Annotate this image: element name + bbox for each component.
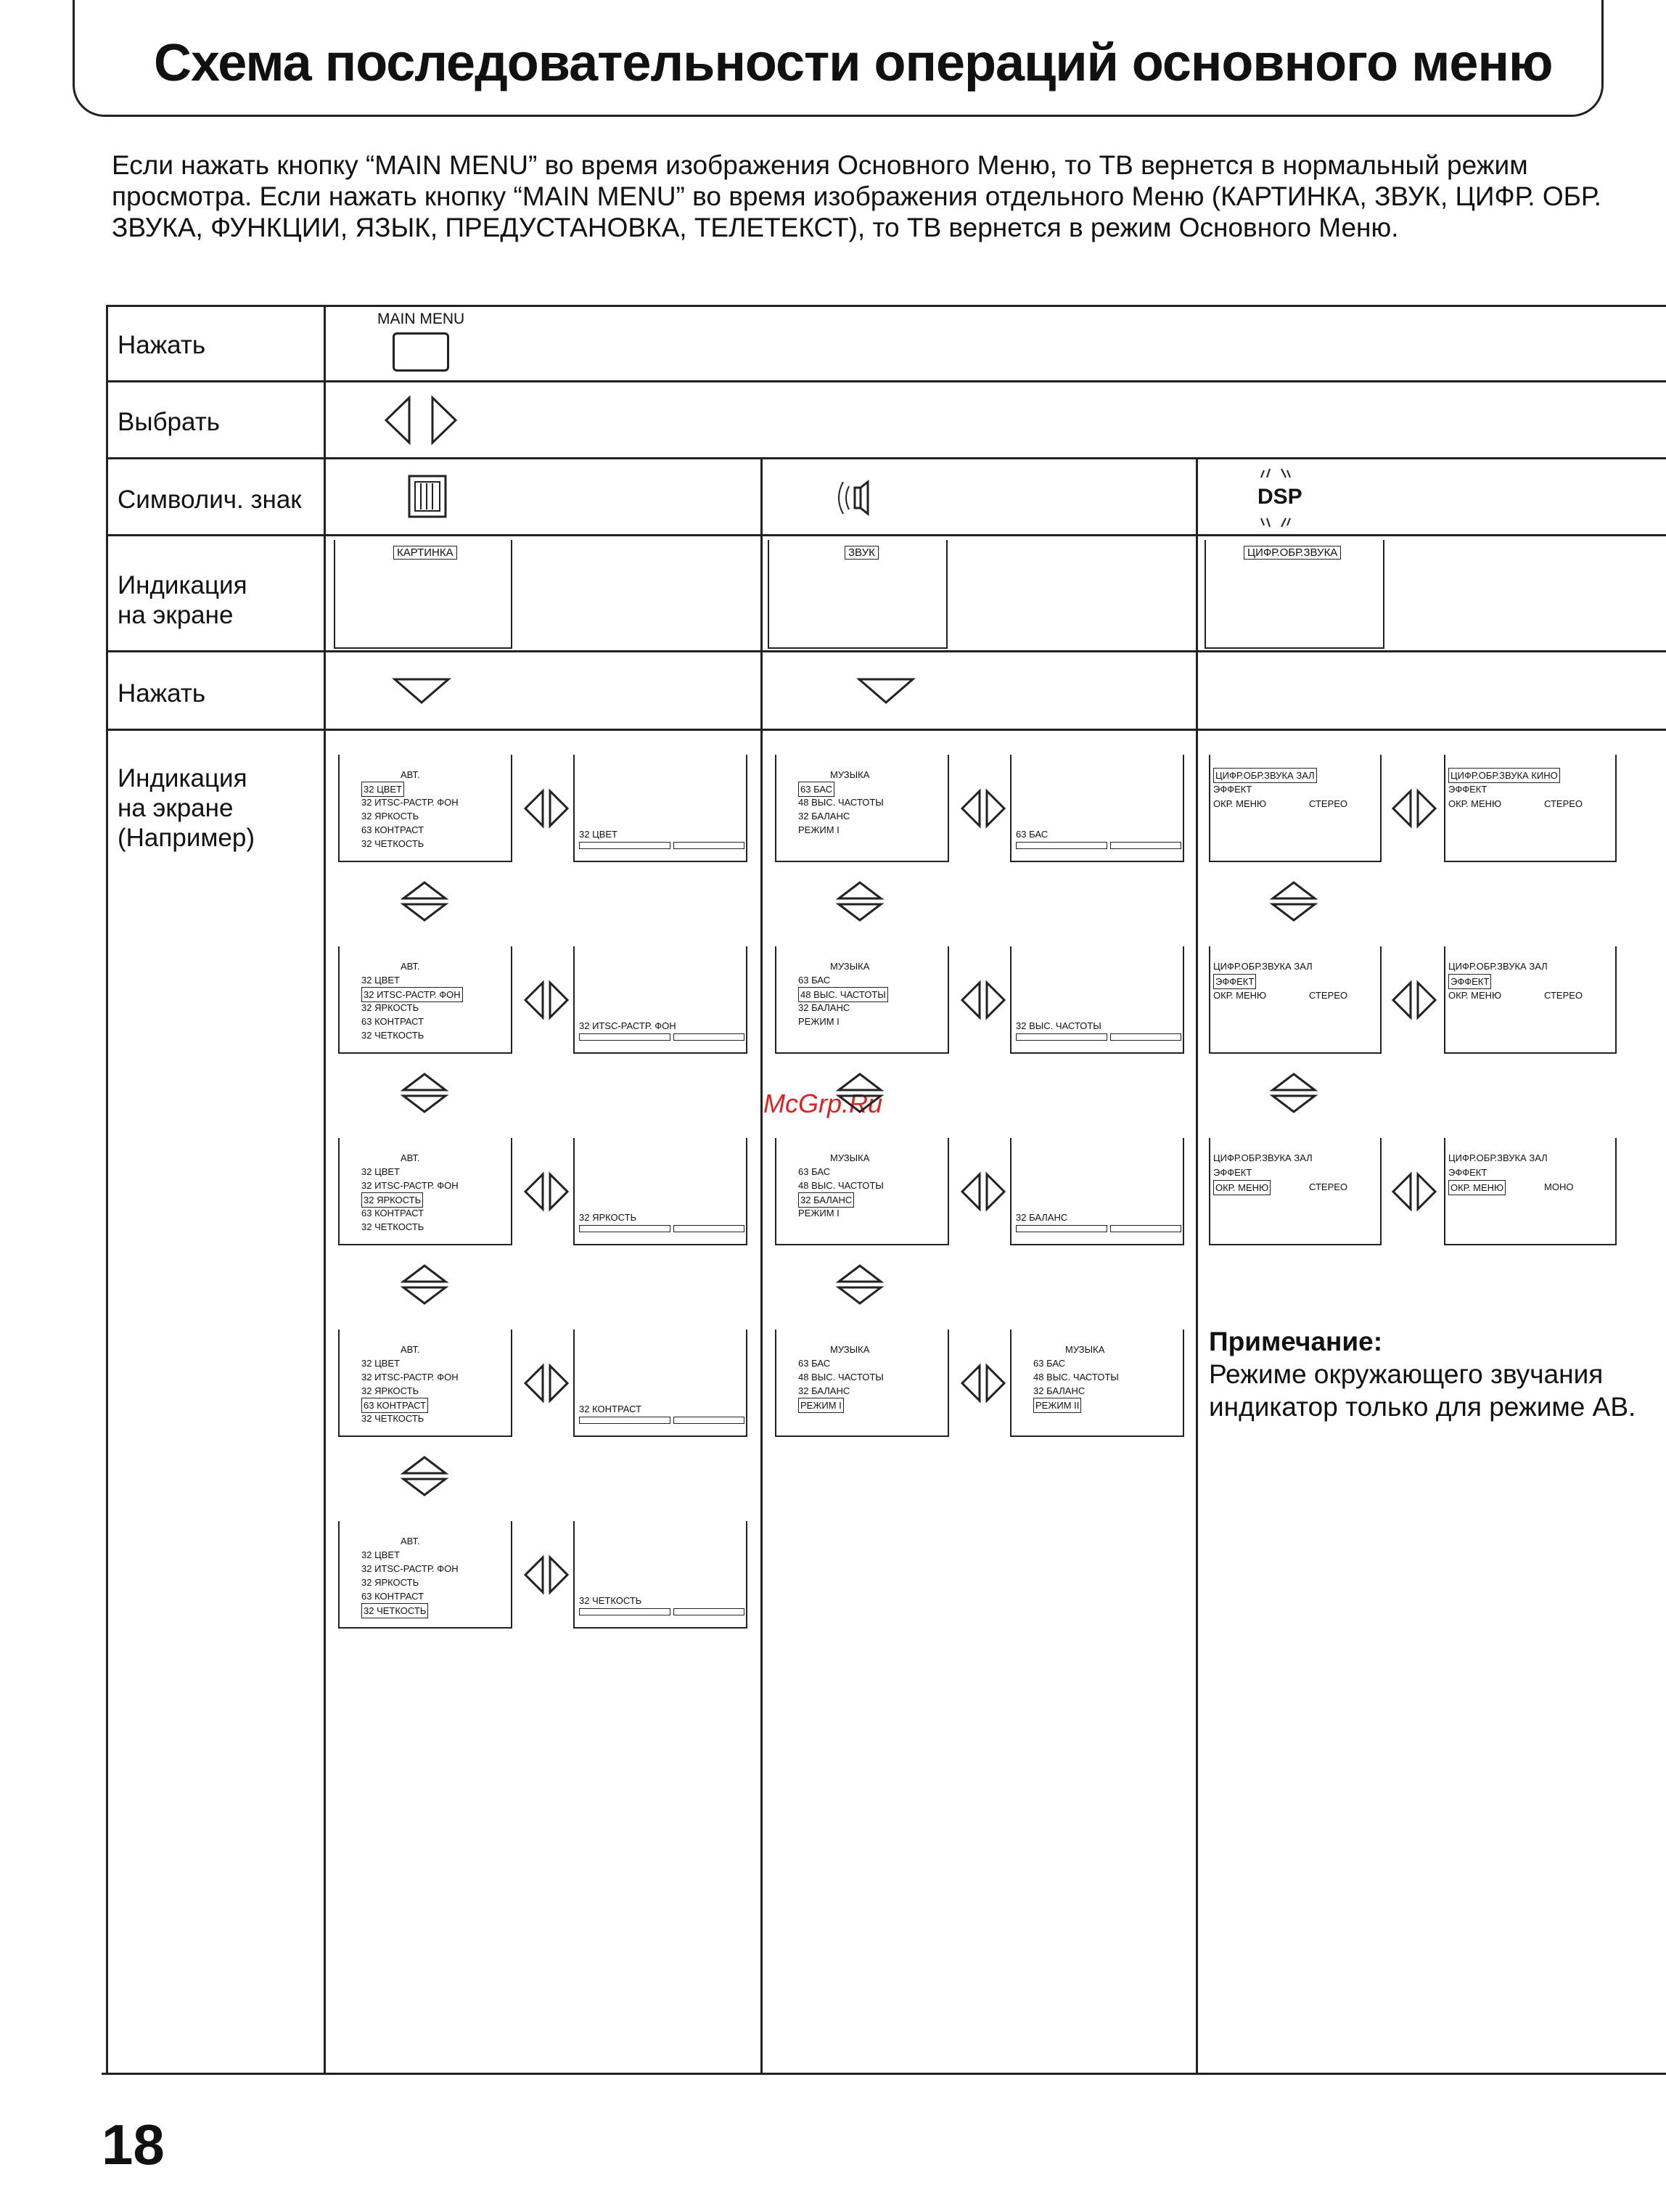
- menu-line: 32 ЦВЕТ: [361, 1166, 400, 1177]
- left-right-arrow-icon: [521, 787, 572, 830]
- menu-line: ОКР. МЕНЮ: [1448, 990, 1502, 1001]
- menu-line: ЦИФР.ОБР.ЗВУКА КИНО: [1448, 768, 1560, 783]
- sound-detail-screen: [1010, 946, 1184, 1054]
- menu-line: ЭФФЕКТ: [1213, 974, 1256, 989]
- menu-line: СТЕРЕО: [1309, 798, 1348, 809]
- level-bar: [579, 1417, 670, 1424]
- sound-menu-screen: [775, 946, 949, 1054]
- left-right-arrow-icon: [958, 1361, 1009, 1405]
- picture-detail-screen: [573, 946, 747, 1054]
- dsp-menu-screen: [1209, 1138, 1382, 1245]
- sound-detail-screen: [1010, 1138, 1184, 1245]
- dsp-menu-screen: [1444, 755, 1617, 862]
- up-down-arrow-icon: [1268, 880, 1319, 923]
- menu-line: ЭФФЕКТ: [1213, 1167, 1252, 1178]
- menu-line: ОКР. МЕНЮ: [1448, 1180, 1506, 1195]
- menu-line: 63 БАС: [798, 1166, 831, 1177]
- level-bar: [673, 1225, 744, 1232]
- menu-line: 32 БАЛАНС: [798, 811, 850, 822]
- menu-line: 63 КОНТРАСТ: [361, 1591, 424, 1602]
- left-right-arrow-icon: [521, 1361, 572, 1405]
- up-down-arrow-icon: [834, 880, 885, 923]
- menu-line: 32 ЧЕТКОСТЬ: [361, 1413, 424, 1424]
- menu-line: 63 БАС: [1033, 1358, 1066, 1369]
- left-right-arrow-icon: [958, 1170, 1009, 1213]
- row-label-press-down: Нажать: [118, 679, 206, 708]
- menu-line: 63 БАС: [1016, 829, 1049, 840]
- up-down-arrow-icon: [834, 1071, 885, 1115]
- menu-line: 32 ЯРКОСТЬ: [361, 811, 419, 822]
- level-bar: [673, 1608, 744, 1615]
- menu-line: 48 ВЫС. ЧАСТОТЫ: [798, 797, 884, 808]
- level-bar: [1016, 1225, 1107, 1232]
- menu-line: 32 ЯРКОСТЬ: [361, 1385, 419, 1396]
- dsp-waves-icon: [1254, 467, 1297, 528]
- menu-line: МОНО: [1544, 1181, 1574, 1192]
- menu-line: 48 ВЫС. ЧАСТОТЫ: [1033, 1372, 1119, 1382]
- menu-line: 32 ЯРКОСТЬ: [361, 1577, 419, 1588]
- picture-menu-screen: [338, 1138, 512, 1245]
- menu-line: МУЗЫКА: [830, 769, 870, 780]
- menu-line: СТЕРЕО: [1544, 990, 1583, 1001]
- picture-icon: [406, 473, 450, 523]
- menu-line: 32 ЧЕТКОСТЬ: [361, 1603, 428, 1618]
- menu-line: 32 ЯРКОСТЬ: [361, 1002, 419, 1013]
- picture-menu-screen: [338, 1330, 512, 1437]
- menu-line: 32 БАЛАНС: [798, 1002, 850, 1013]
- page-number: 18: [102, 2113, 165, 2176]
- menu-line: РЕЖИМ I: [798, 824, 840, 835]
- menu-line: АВТ.: [401, 1152, 420, 1163]
- level-bar: [579, 1225, 670, 1232]
- main-menu-button[interactable]: [393, 332, 449, 372]
- picture-menu-screen: [338, 755, 512, 862]
- picture-menu-screen: [338, 946, 512, 1054]
- picture-detail-screen: [573, 755, 747, 862]
- menu-line: ОКР. МЕНЮ: [1213, 1180, 1271, 1195]
- menu-line: 32 ЧЕТКОСТЬ: [361, 1030, 424, 1041]
- menu-line: 63 КОНТРАСТ: [361, 1398, 428, 1413]
- left-right-arrow-icon: [958, 978, 1009, 1022]
- menu-line: 32 ИТSС-РАСТР. ФОН: [361, 1372, 459, 1382]
- menu-line: ЭФФЕКТ: [1213, 784, 1252, 795]
- menu-line: 32 ИТSС-РАСТР. ФОН: [579, 1020, 676, 1031]
- up-down-arrow-icon: [834, 1263, 885, 1306]
- menu-line: АВТ.: [401, 961, 420, 972]
- menu-line: АВТ.: [401, 1536, 420, 1547]
- menu-line: 63 БАС: [798, 1358, 831, 1369]
- menu-line: 32 БАЛАНС: [798, 1385, 850, 1396]
- menu-line: 32 ИТSС-РАСТР. ФОН: [361, 1563, 459, 1574]
- menu-line: 63 КОНТРАСТ: [361, 1016, 424, 1027]
- dsp-menu-screen: [1209, 946, 1382, 1054]
- menu-line: 32 ИТSС-РАСТР. ФОН: [361, 1180, 459, 1191]
- menu-line: 32 ЧЕТКОСТЬ: [579, 1595, 642, 1606]
- menu-line: ЦИФР.ОБР.ЗВУКА ЗАЛ: [1213, 1152, 1313, 1163]
- menu-line: 32 ИТSС-РАСТР. ФОН: [361, 987, 463, 1002]
- menu-line: СТЕРЕО: [1309, 990, 1348, 1001]
- menu-line: 63 КОНТРАСТ: [361, 1208, 424, 1218]
- menu-line: ЦИФР.ОБР.ЗВУКА ЗАЛ: [1448, 1152, 1548, 1163]
- menu-line: АВТ.: [401, 1344, 420, 1355]
- sound-detail-screen: [1010, 1330, 1184, 1437]
- menu-line: 48 ВЫС. ЧАСТОТЫ: [798, 1180, 884, 1191]
- menu-line: 32 ЦВЕТ: [361, 975, 400, 986]
- menu-line: МУЗЫКА: [830, 1152, 870, 1163]
- up-down-arrow-icon: [399, 1263, 450, 1306]
- menu-line: ЦИФР.ОБР.ЗВУКА ЗАЛ: [1213, 768, 1317, 783]
- dsp-icon: DSP: [1257, 485, 1302, 509]
- level-bar: [1110, 1225, 1181, 1232]
- menu-line: ЦИФР.ОБР.ЗВУКА ЗАЛ: [1213, 961, 1313, 972]
- menu-line: ЭФФЕКТ: [1448, 974, 1491, 989]
- menu-line: 32 ИТSС-РАСТР. ФОН: [361, 797, 459, 808]
- left-right-arrow-icon: [521, 1553, 572, 1597]
- dsp-menu-screen: [1444, 946, 1617, 1054]
- sound-detail-screen: [1010, 755, 1184, 862]
- menu-line: 32 КОНТРАСТ: [579, 1404, 642, 1414]
- menu-line: РЕЖИМ I: [798, 1016, 840, 1027]
- down-arrow-icon[interactable]: [392, 675, 454, 707]
- menu-line: 32 ЦВЕТ: [361, 1358, 400, 1369]
- row-label-press: Нажать: [118, 331, 206, 359]
- watermark: McGrp.Ru: [763, 1089, 883, 1118]
- level-bar: [1016, 1033, 1107, 1041]
- level-bar: [1016, 842, 1107, 849]
- row-label-screen: Индикация на экране: [118, 571, 247, 629]
- menu-line: 32 ЧЕТКОСТЬ: [361, 1221, 424, 1232]
- menu-line: РЕЖИМ I: [798, 1398, 844, 1413]
- note: Примечание: Режиме окружающего звучания индикатор только для режиме AB.: [1209, 1327, 1636, 1422]
- sound-menu-screen: [775, 1330, 949, 1437]
- up-down-arrow-icon: [1268, 1071, 1319, 1115]
- page-title: Схема последовательности операций основного меню: [154, 34, 1553, 92]
- sound-icon: [834, 473, 878, 523]
- menu-line: 63 БАС: [798, 975, 831, 986]
- up-down-arrow-icon: [399, 1454, 450, 1498]
- level-bar: [673, 1417, 744, 1424]
- menu-line: 32 ЦВЕТ: [361, 782, 404, 797]
- menu-line: МУЗЫКА: [830, 1344, 870, 1355]
- menu-line: 32 ЦВЕТ: [361, 1549, 400, 1560]
- menu-line: МУЗЫКА: [1065, 1344, 1105, 1355]
- level-bar: [579, 842, 670, 849]
- down-arrow-icon[interactable]: [856, 675, 919, 707]
- level-bar: [673, 1033, 744, 1041]
- sound-menu-screen: [775, 1138, 949, 1245]
- menu-line: 48 ВЫС. ЧАСТОТЫ: [798, 1372, 884, 1382]
- picture-menu-screen: [338, 1521, 512, 1629]
- dsp-menu-screen: [1209, 755, 1382, 862]
- menu-line: МУЗЫКА: [830, 961, 870, 972]
- dsp-menu-screen: [1444, 1138, 1617, 1245]
- picture-detail-screen: [573, 1138, 747, 1245]
- row-label-symbol: Символич. знак: [118, 486, 302, 514]
- left-right-arrow-icon: [1389, 1170, 1440, 1213]
- level-bar: [1110, 1033, 1181, 1041]
- picture-detail-screen: [573, 1521, 747, 1629]
- menu-line: 32 БАЛАНС: [1016, 1212, 1068, 1223]
- screen-picture: КАРТИНКА: [334, 540, 512, 649]
- menu-line: ЭФФЕКТ: [1448, 1167, 1488, 1178]
- menu-line: ОКР. МЕНЮ: [1448, 798, 1502, 809]
- menu-line: ОКР. МЕНЮ: [1213, 990, 1267, 1001]
- left-right-arrow-icon: [521, 978, 572, 1022]
- picture-detail-screen: [573, 1330, 747, 1437]
- level-bar: [579, 1608, 670, 1615]
- select-arrows-icon[interactable]: [377, 395, 472, 446]
- left-right-arrow-icon: [1389, 978, 1440, 1022]
- menu-line: АВТ.: [401, 769, 420, 780]
- up-down-arrow-icon: [399, 1071, 450, 1115]
- menu-line: ЭФФЕКТ: [1448, 784, 1488, 795]
- level-bar: [579, 1033, 670, 1041]
- menu-line: 63 БАС: [798, 782, 834, 797]
- menu-line: РЕЖИМ I: [798, 1208, 840, 1218]
- row-label-select: Выбрать: [118, 408, 220, 436]
- left-right-arrow-icon: [958, 787, 1009, 830]
- sound-menu-screen: [775, 755, 949, 862]
- menu-line: СТЕРЕО: [1309, 1181, 1348, 1192]
- menu-line: РЕЖИМ II: [1033, 1398, 1081, 1413]
- menu-line: 32 ЯРКОСТЬ: [361, 1192, 423, 1208]
- main-menu-label: MAIN MENU: [377, 311, 465, 327]
- menu-line: 32 БАЛАНС: [1033, 1385, 1086, 1396]
- menu-line: 32 ЯРКОСТЬ: [579, 1212, 637, 1223]
- menu-line: СТЕРЕО: [1544, 798, 1583, 809]
- level-bar: [673, 842, 744, 849]
- row-label-screen-example: Индикация на экране (Например): [118, 764, 255, 852]
- level-bar: [1110, 842, 1181, 849]
- screen-sound: ЗВУК: [768, 540, 948, 649]
- menu-line: 32 ВЫС. ЧАСТОТЫ: [1016, 1020, 1101, 1031]
- menu-line: ОКР. МЕНЮ: [1213, 798, 1267, 809]
- menu-line: 48 ВЫС. ЧАСТОТЫ: [798, 987, 888, 1002]
- left-right-arrow-icon: [1389, 787, 1440, 830]
- screen-dsp: ЦИФР.ОБР.ЗВУКА: [1205, 540, 1384, 649]
- menu-line: 32 ЦВЕТ: [579, 829, 617, 840]
- menu-line: 63 КОНТРАСТ: [361, 824, 424, 835]
- menu-line: ЦИФР.ОБР.ЗВУКА ЗАЛ: [1448, 961, 1548, 972]
- menu-line: 32 ЧЕТКОСТЬ: [361, 838, 424, 849]
- intro-paragraph: Если нажать кнопку “MAIN MENU” во время изображения Основного Меню, то ТВ вернется в нормальный режим просмотра. Если нажать кнопку “MAIN MENU” во время изображения отдельного Меню (КАРТИНКА, ЗВУК, ЦИФР. ОБР. ЗВУКА, ФУНКЦИИ, ЯЗЫК, ПРЕДУСТАНОВКА, ТЕЛЕТЕКСТ), то ТВ вернется в режим Основного Меню.: [112, 150, 1601, 242]
- menu-line: 32 БАЛАНС: [798, 1192, 854, 1208]
- up-down-arrow-icon: [399, 880, 450, 923]
- left-right-arrow-icon: [521, 1170, 572, 1213]
